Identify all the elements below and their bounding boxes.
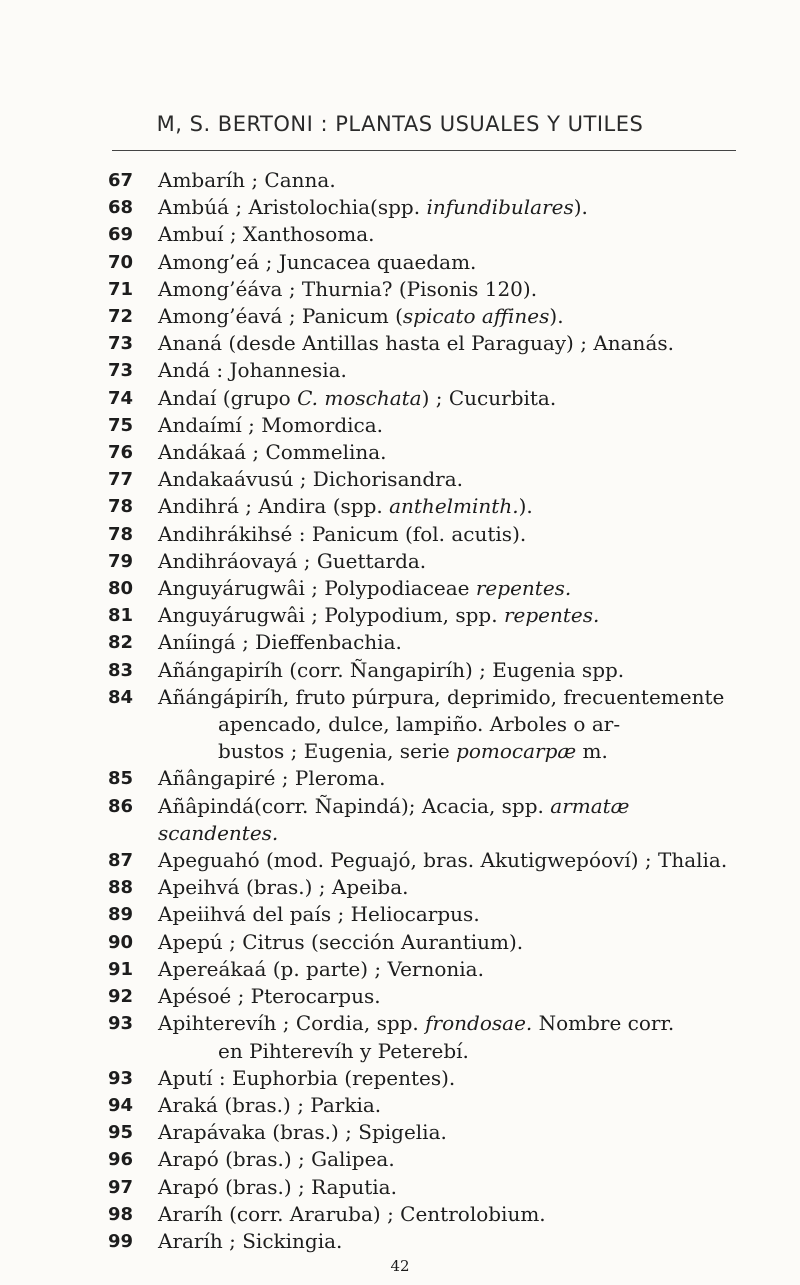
entry-text: Aputí : Euphorbia (repentes).: [158, 1065, 456, 1090]
running-header: M, S. BERTONI : PLANTAS USUALES Y UTILES: [156, 112, 644, 136]
entry-number: 99: [108, 1230, 134, 1252]
entry-28: [108, 1010, 748, 1037]
entry-text: Ananá (desde Antillas hasta el Paraguay) ; Ananás.: [158, 331, 674, 356]
entry-text: Among’eá ; Juncacea quaedam.: [158, 249, 477, 274]
entry-29: [108, 1065, 748, 1092]
entry-26: [108, 956, 748, 983]
entry-text: Andakaávusú ; Dichorisandra.: [158, 467, 464, 492]
entry-number: 96: [108, 1149, 134, 1171]
entry-text: Apeiihvá del país ; Heliocarpus.: [158, 902, 480, 927]
entry-number: 86: [108, 795, 134, 817]
entry-text: Añángápiríh, fruto púrpura, deprimido, frecuentemente: [158, 684, 725, 709]
entry-number: 84: [108, 686, 134, 708]
entry-text: Araríh ; Sickingia.: [158, 1228, 343, 1253]
entry-25: [108, 929, 748, 956]
entry-text: Andákaá ; Commelina.: [158, 440, 387, 465]
entry-number: 69: [108, 224, 134, 246]
entry-text: Araríh (corr. Araruba) ; Centrolobium.: [158, 1201, 546, 1226]
page-number: 42: [390, 1257, 410, 1275]
entry-number: 78: [108, 496, 134, 518]
entry-35: [108, 1228, 748, 1255]
entry-number: 85: [108, 768, 134, 790]
entry-number: 90: [108, 931, 134, 953]
entry-text: Aníingá ; Dieffenbachia.: [158, 630, 402, 655]
entry-3: [108, 249, 748, 276]
entry-continuation: apencado, dulce, lampiño. Arboles o ar-: [218, 712, 621, 737]
entry-number: 82: [108, 632, 134, 654]
entry-number: 68: [108, 197, 134, 219]
entry-9: [108, 412, 748, 439]
entry-number: 83: [108, 659, 134, 681]
entry-number: 76: [108, 442, 134, 464]
entry-text: Among’éavá ; Panicum (spicato affines).: [158, 304, 564, 329]
entry-text: Apeihvá (bras.) ; Apeiba.: [158, 875, 409, 900]
entry-text: Among’éáva ; Thurnia? (Pisonis 120).: [158, 276, 538, 301]
entry-number: 95: [108, 1122, 134, 1144]
entry-22: [108, 847, 748, 874]
entry-text: Añángapiríh (corr. Ñangapiríh) ; Eugenia spp.: [158, 657, 625, 682]
glossary-entries: [108, 167, 748, 1255]
entry-number: 91: [108, 958, 134, 980]
entry-31: [108, 1119, 748, 1146]
entry-number: 89: [108, 904, 134, 926]
entry-number: 88: [108, 877, 134, 899]
header-rule: [112, 150, 736, 151]
entry-text: Andá : Johannesia.: [158, 358, 347, 383]
entry-14: [108, 548, 748, 575]
entry-text: Arapávaka (bras.) ; Spigelia.: [158, 1120, 447, 1145]
entry-2: [108, 221, 748, 248]
entry-text: Araká (bras.) ; Parkia.: [158, 1092, 382, 1117]
entry-24: [108, 901, 748, 928]
entry-number: 73: [108, 360, 134, 382]
entry-number: 81: [108, 605, 134, 627]
entry-20: [108, 765, 748, 792]
entry-number: 77: [108, 469, 134, 491]
entry-16: [108, 602, 748, 629]
entry-number: 78: [108, 523, 134, 545]
entry-text: Andihráovayá ; Guettarda.: [158, 548, 427, 573]
entry-8: [108, 385, 748, 412]
entry-text: Ambúá ; Aristolochia(spp. infundibulares).: [158, 195, 588, 220]
entry-11: [108, 466, 748, 493]
entry-15: [108, 575, 748, 602]
entry-number: 92: [108, 986, 134, 1008]
entry-32: [108, 1146, 748, 1173]
entry-10: [108, 439, 748, 466]
entry-text: Arapó (bras.) ; Galipea.: [158, 1147, 395, 1172]
entry-number: 93: [108, 1067, 134, 1089]
entry-text: Andaímí ; Momordica.: [158, 412, 384, 437]
entry-number: 67: [108, 170, 134, 191]
entry-number: 80: [108, 578, 134, 600]
entry-1: [108, 194, 748, 221]
entry-number: 79: [108, 550, 134, 572]
entry-text: Arapó (bras.) ; Raputia.: [158, 1174, 397, 1199]
entry-number: 72: [108, 306, 134, 328]
entry-13: [108, 521, 748, 548]
entry-text: Añâpindá(corr. Ñapindá); Acacia, spp. armatæ scandentes.: [158, 793, 630, 845]
entry-number: 74: [108, 387, 134, 409]
entry-number: 70: [108, 251, 134, 273]
entry-text: Añângapiré ; Pleroma.: [158, 766, 386, 791]
entry-text: Apeguahó (mod. Peguajó, bras. Akutigwepóoví) ; Thalia.: [158, 848, 728, 873]
entry-number: 93: [108, 1013, 134, 1035]
entry-text: Apereákaá (p. parte) ; Vernonia.: [158, 956, 484, 981]
entry-number: 97: [108, 1176, 134, 1198]
entry-34: [108, 1201, 748, 1228]
entry-number: 75: [108, 414, 134, 436]
entry-text: Ambuí ; Xanthosoma.: [158, 222, 375, 247]
entry-text: Apihterevíh ; Cordia, spp. frondosae. Nombre corr.: [158, 1011, 675, 1036]
entry-text: Andihrá ; Andira (spp. anthelminth.).: [158, 494, 533, 519]
entry-text: Andihrákihsé : Panicum (fol. acutis).: [158, 521, 527, 546]
entry-18: [108, 657, 748, 684]
entry-continuation: bustos ; Eugenia, serie pomocarpæ m.: [218, 739, 608, 764]
entry-continuation: en Pihterevíh y Peterebí.: [218, 1038, 469, 1063]
entry-text: Ambaríh ; Canna.: [158, 168, 336, 192]
entry-text: Apésoé ; Pterocarpus.: [158, 984, 381, 1009]
entry-text: Anguyárugwâi ; Polypodium, spp. repentes.: [158, 603, 600, 628]
entry-5: [108, 303, 748, 330]
entry-number: 71: [108, 278, 134, 300]
entry-6: [108, 330, 748, 357]
entry-number: 87: [108, 850, 134, 872]
entry-27: [108, 983, 748, 1010]
entry-text: Anguyárugwâi ; Polypodiaceae repentes.: [158, 576, 572, 601]
entry-number: 98: [108, 1203, 134, 1225]
entry-17: [108, 629, 748, 656]
entry-0: [108, 167, 748, 194]
entry-21: [108, 793, 748, 847]
entry-text: Andaí (grupo C. moschata) ; Cucurbita.: [158, 385, 557, 410]
entry-text: Apepú ; Citrus (sección Aurantium).: [158, 929, 524, 954]
entry-7: [108, 357, 748, 384]
entry-number: 73: [108, 333, 134, 355]
entry-33: [108, 1174, 748, 1201]
entry-number: 94: [108, 1094, 134, 1116]
entry-30: [108, 1092, 748, 1119]
entry-4: [108, 276, 748, 303]
entry-19: [108, 684, 748, 711]
entry-12: [108, 493, 748, 520]
entry-23: [108, 874, 748, 901]
